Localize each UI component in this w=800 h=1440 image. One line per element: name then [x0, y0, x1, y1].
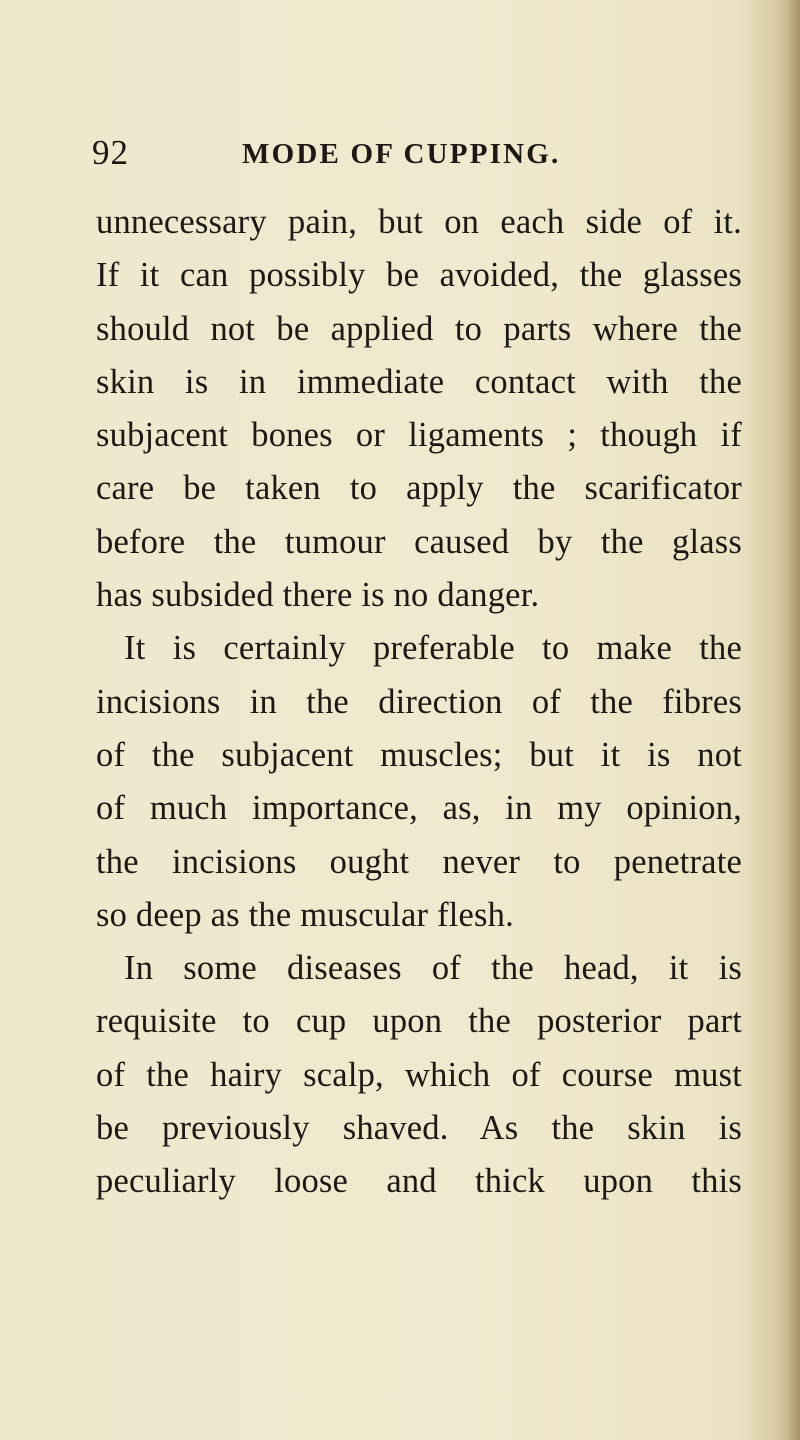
text-line: incisions in the direction of the fibres [96, 682, 742, 721]
text-line: has subsided there is no danger. [96, 576, 540, 615]
text-line: of the hairy scalp, which of course must [96, 1055, 742, 1094]
text-line: peculiarly loose and thick upon this [96, 1162, 742, 1201]
text-line: of the subjacent muscles; but it is not [96, 735, 742, 774]
text-line: skin is in immediate contact with the [96, 362, 742, 401]
body-text [96, 196, 742, 1209]
page-number: 92 [92, 133, 129, 172]
running-head: MODE OF CUPPING. [242, 138, 561, 170]
text-line: unnecessary pain, but on each side of it. [96, 203, 742, 241]
page-edge-shadow [786, 0, 800, 1440]
text-line: requisite to cup upon the posterior part [96, 1002, 742, 1041]
text-line: If it can possibly be avoided, the glasses [96, 256, 742, 295]
text-line: of much importance, as, in my opinion, [96, 789, 742, 828]
text-line: It is certainly preferable to make the [124, 629, 742, 668]
text-line: care be taken to apply the scarificator [96, 469, 742, 508]
text-line: In some diseases of the head, it is [124, 949, 742, 988]
text-line: before the tumour caused by the glass [96, 522, 742, 561]
text-line: subjacent bones or ligaments ; though if [96, 416, 742, 455]
text-line: so deep as the muscular flesh. [96, 895, 514, 934]
text-line: the incisions ought never to penetrate [96, 842, 742, 881]
page-header [92, 128, 712, 178]
text-line: be previously shaved. As the skin is [96, 1109, 742, 1148]
text-line: should not be applied to parts where the [96, 309, 742, 348]
